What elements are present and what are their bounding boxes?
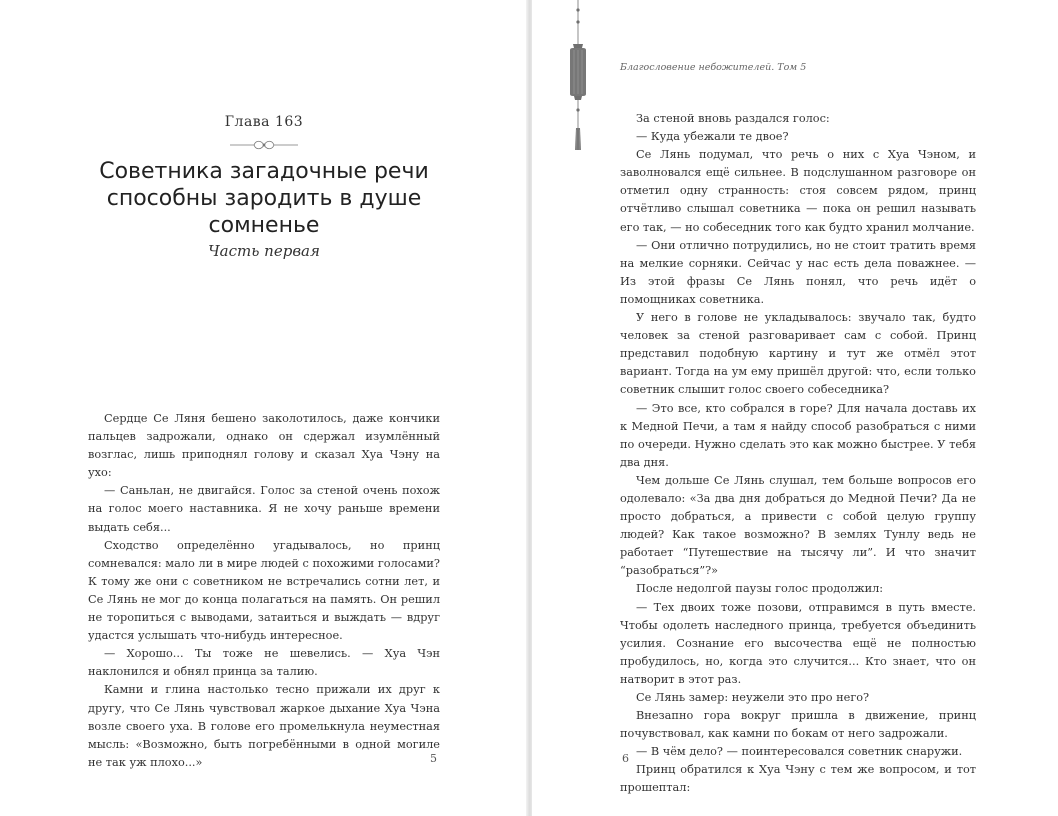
running-head: Благословение небожителей. Том 5 xyxy=(620,62,807,73)
chapter-title xyxy=(60,158,468,239)
page-number: 6 xyxy=(622,752,629,765)
paragraph: — Тех двоих тоже позови, отправимся в путь вместе. Чтобы одолеть наследного принца, требуется объединить усилия. Сознание его высочества ещё не полностью пробудилось, но, когда это случится... Кто знает, что он натворит в этот раз. xyxy=(620,600,976,686)
lantern-icon xyxy=(566,0,590,156)
knot-ornament-icon xyxy=(230,138,298,152)
chapter-title-line: способны зародить в душе xyxy=(106,186,422,211)
paragraph: Се Лянь замер: неужели это про него? xyxy=(636,691,870,704)
right-body-text xyxy=(620,110,976,798)
paragraph: — Хорошо... Ты тоже не шевелись. — Хуа Чэн наклонился и обнял принца за талию. xyxy=(88,647,440,679)
paragraph: Сердце Се Ляня бешено заколотилось, даже кончики пальцев задрожали, однако он сдержал изумлённый возглас, лишь приподнял голову и сказал Хуа Чэну на ухо: xyxy=(88,412,440,480)
paragraph: Се Лянь подумал, что речь о них с Хуа Чэном, и заволновался ещё сильнее. В подслушанном разговоре он отметил одну странность: стоя совсем рядом, принц отчётливо слышал советника — пока он решил называть его так, — но собеседник того как будто хранил молчание. xyxy=(620,148,976,234)
chapter-title-line: сомненье xyxy=(208,213,320,238)
paragraph: Чем дольше Се Лянь слушал, тем больше вопросов его одолевало: «За два дня добраться до Медной Печи? Да не просто добраться, а привести с собой целую группу людей? Как такое возможно? В землях Тунлу ведь не работает “Путешествие на тысячу ли”. И что значит “разобраться”?» xyxy=(620,473,976,578)
chapter-number: Глава 163 xyxy=(224,114,304,130)
paragraph: Внезапно гора вокруг пришла в движение, принц почувствовал, как камни по бокам от него задрожали. xyxy=(620,709,976,741)
page-number: 5 xyxy=(430,752,437,765)
paragraph: У него в голове не укладывалось: звучало так, будто человек за стеной разговаривает сам с собой. Принц представил подобную картину и тут же отмёл этот вариант. Тогда на ум ему пришёл другой: что, если только советник слышит голос своего собеседника? xyxy=(620,311,976,397)
right-page xyxy=(532,0,1058,816)
paragraph: За стеной вновь раздался голос: xyxy=(636,112,830,125)
paragraph: Принц обратился к Хуа Чэну с тем же вопросом, и тот прошептал: xyxy=(620,763,976,795)
chapter-part: Часть первая xyxy=(208,242,320,260)
left-page xyxy=(0,0,528,816)
paragraph: — Саньлан, не двигайся. Голос за стеной очень похож на голос моего наставника. Я не хочу раньше времени выдать себя... xyxy=(88,484,440,534)
paragraph: — Это все, кто собрался в горе? Для начала доставь их к Медной Печи, а там я найду способ разобраться с ними по очереди. Нужно сделать это как можно быстрее. У тебя два дня. xyxy=(620,401,976,469)
paragraph: — Куда убежали те двое? xyxy=(636,130,789,144)
paragraph: — Они отлично потрудились, но не стоит тратить время на мелкие сорняки. Сейчас у нас есть дела поважнее. — Из этой фразы Се Лянь понял, что речь идёт о помощниках советника. xyxy=(620,238,976,306)
paragraph: Камни и глина настолько тесно прижали их друг к другу, что Се Лянь чувствовал жаркое дыхание Хуа Чэна возле своего уха. В голове его промелькнула неуместная мысль: «Возможно, быть погребёнными в одной могиле не так уж плохо...» xyxy=(88,683,440,769)
paragraph: После недолгой паузы голос продолжил: xyxy=(636,582,884,596)
chapter-title-line: Советника загадочные речи xyxy=(99,159,429,184)
paragraph: — В чём дело? — поинтересовался советник снаружи. xyxy=(636,745,963,759)
left-body-text xyxy=(88,410,440,772)
paragraph: Сходство определённо угадывалось, но принц сомневался: мало ли в мире людей с похожими голосами? К тому же они с советником не встречались сотни лет, и Се Лянь не мог до конца полагаться на память. Он решил не торопиться с выводами, затаиться и выждать — вдруг удастся услышать что-нибудь интересное. xyxy=(88,538,440,643)
